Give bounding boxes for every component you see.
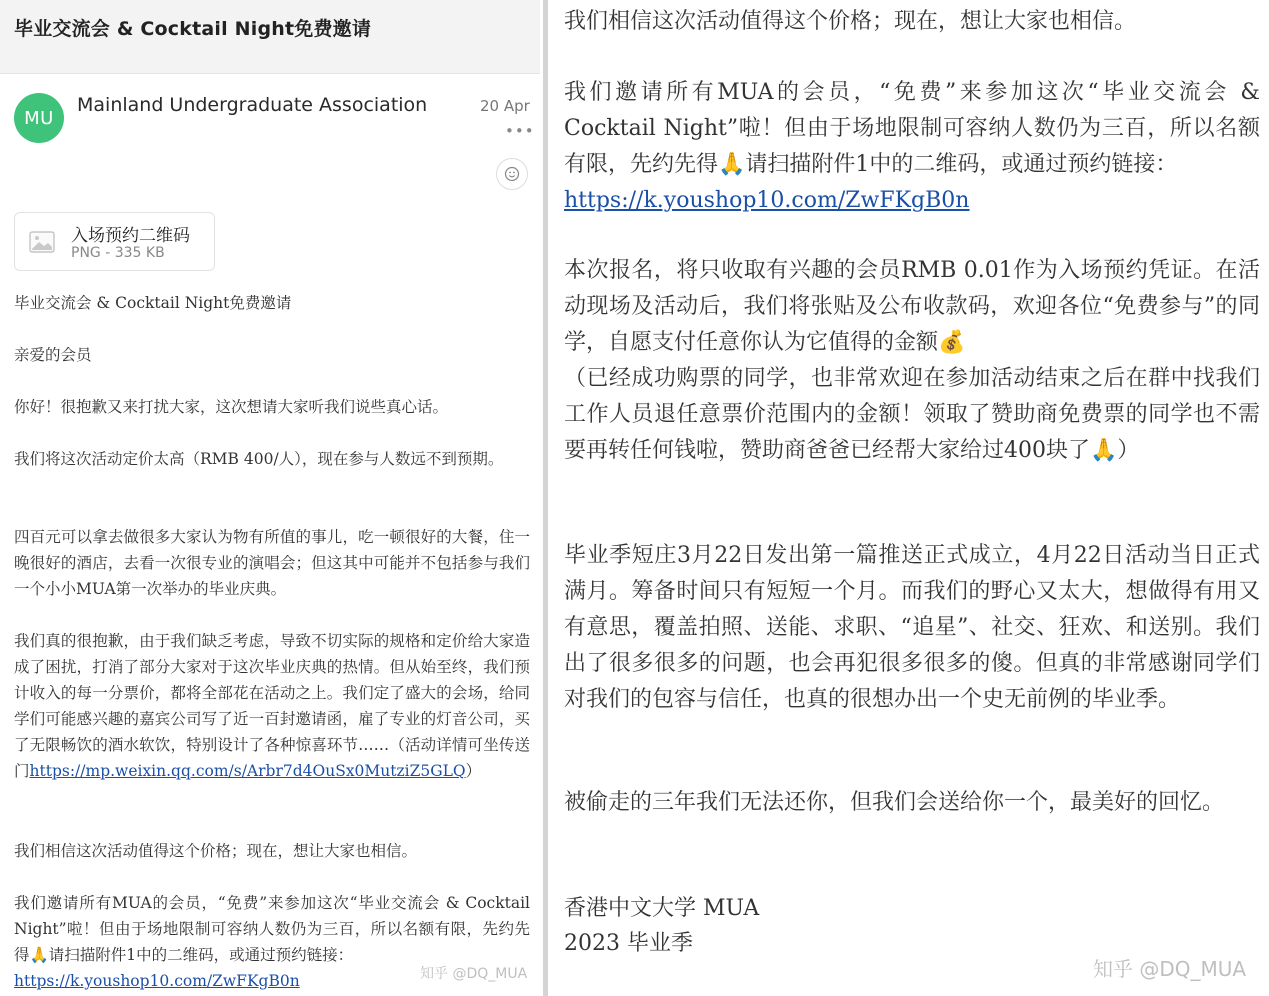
zoomed-email-pane (548, 0, 1269, 996)
signature-org: 香港中文大学 MUA (564, 896, 760, 921)
watermark: 知乎 @DQ_MUA (420, 966, 528, 982)
reservation-link[interactable]: https://k.youshop10.com/ZwFKgB0n (14, 972, 300, 990)
body-paragraph (564, 75, 1260, 219)
paragraph-text: 我们邀请所有MUA的会员，“免费”来参加这次“毕业交流会 & Cocktail Night”啦！但由于场地限制可容纳人数仍为三百，所以名额有限，先约先得🙏请扫描附件1中的二维码，或通过预约链接： (14, 894, 530, 964)
body-paragraph: 毕业季短庄3月22日发出第一篇推送正式成立，4月22日活动当日正式满月。筹备时间只有短短一个月。而我们的野心又太大，想做得有用又有意思，覆盖拍照、送能、求职、“追星”、社交、狂欢、和送别。我们出了很多很多的问题，也会再犯很多很多的傻。但真的非常感谢同学们对我们的包容与信任，也真的很想办出一个史无前例的毕业季。 (564, 543, 1260, 712)
reservation-link[interactable]: https://k.youshop10.com/ZwFKgB0n (564, 188, 970, 213)
watermark: 知乎 @DQ_MUA (1093, 957, 1247, 981)
body-paragraph: 四百元可以拿去做很多大家认为物有所值的事儿，吃一顿很好的大餐，住一晚很好的酒店，去看一次很专业的演唱会；但这其中可能并不包括参与我们一个小小MUA第一次举办的毕业庆典。 (14, 528, 530, 598)
body-paragraph: 本次报名，将只收取有兴趣的会员RMB 0.01作为入场预约凭证。在活动现场及活动后，我们将张贴及公布收款码，欢迎各位“免费参与”的同学，自愿支付任意你认为它值得的金额💰 (564, 258, 1260, 355)
attachment-card[interactable] (14, 212, 215, 271)
more-icon[interactable]: ••• (505, 122, 535, 140)
body-paragraph (14, 628, 530, 784)
body-paragraph: 你好！很抱歉又来打扰大家，这次想请大家听我们说些真心话。 (14, 398, 449, 416)
body-paragraph: 被偷走的三年我们无法还你，但我们会送给你一个，最美好的回忆。 (564, 790, 1225, 815)
sender-name[interactable]: Mainland Undergraduate Association (77, 94, 428, 116)
image-file-icon (29, 229, 55, 255)
paragraph-text: ） (465, 762, 482, 780)
email-subject: 毕业交流会 & Cocktail Night免费邀请 (14, 18, 372, 40)
body-paragraph: （已经成功购票的同学，也非常欢迎在参加活动结束之后在群中找我们工作人员退任意票价范围内的金额！领取了赞助商免费票的同学也不需要再转任何钱啦，赞助商爸爸已经帮大家给过400块了🙏） (564, 366, 1260, 463)
body-paragraph: 我们相信这次活动值得这个价格；现在，想让大家也相信。 (14, 842, 418, 860)
body-paragraph: 我们将这次活动定价太高（RMB 400/人），现在参与人数远不到预期。 (14, 450, 504, 468)
body-paragraph: 我们相信这次活动值得这个价格；现在，想让大家也相信。 (564, 9, 1137, 34)
emoji-reaction-icon (504, 166, 520, 182)
email-date: 20 Apr (480, 97, 530, 115)
subject-bar (0, 0, 540, 74)
paragraph-text: 我们真的很抱歉，由于我们缺乏考虑，导致不切实际的规格和定价给大家造成了困扰，打消了部分大家对于这次毕业庆典的热情。但从始至终，我们预计收入的每一分票价，都将全部花在活动之上。我们定了盛大的会场，给同学们可能感兴趣的嘉宾公司写了近一百封邀请函，雇了专业的灯音公司，买了无限畅饮的酒水软饮，特别设计了各种惊喜环节……（活动详情可坐传送门 (14, 632, 530, 780)
event-details-link[interactable]: https://mp.weixin.qq.com/s/Arbr7d4OuSx0MutziZ5GLQ (29, 762, 466, 780)
emoji-reaction-button[interactable] (496, 158, 528, 190)
sender-avatar[interactable]: MU (14, 93, 64, 143)
attachment-name: 入场预约二维码 (71, 226, 190, 246)
signature-date: 2023 毕业季 (564, 931, 693, 956)
body-title: 毕业交流会 & Cocktail Night免费邀请 (14, 294, 292, 312)
email-pane (0, 0, 540, 996)
attachment-meta: PNG - 335 KB (71, 245, 165, 261)
paragraph-text: 我们邀请所有MUA的会员，“免费”来参加这次“毕业交流会 & Cocktail Night”啦！但由于场地限制可容纳人数仍为三百，所以名额有限，先约先得🙏请扫描附件1中的二维码，或通过预约链接： (564, 80, 1260, 177)
body-greeting: 亲爱的会员 (14, 346, 92, 364)
